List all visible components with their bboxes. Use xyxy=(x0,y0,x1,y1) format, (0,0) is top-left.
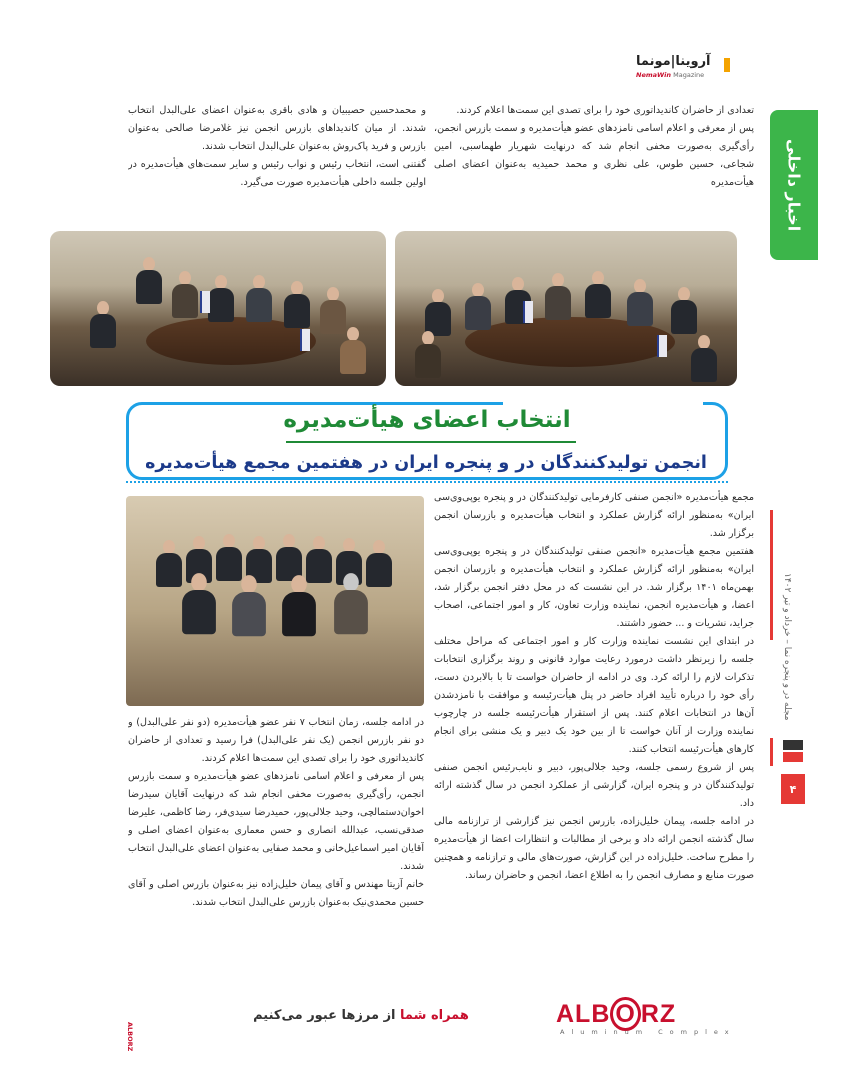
person xyxy=(366,540,392,586)
paragraph: پس از شروع رسمی جلسه، وحید جلالی‌پور، دبیر و نایب‌رئیس انجمن صنفی تولیدکنندگان در و پنجره ایران، گزارشی از عملکرد انجمن در سال گذشته ارائه داد. xyxy=(434,762,754,809)
margin-rule xyxy=(770,510,773,640)
title-underline xyxy=(286,441,576,443)
person xyxy=(246,275,272,321)
article-title: انتخاب اعضای هیأت‌مدیره xyxy=(283,407,571,433)
person xyxy=(415,331,441,377)
paragraph: هفتمین مجمع هیأت‌مدیره «انجمن صنفی تولیدکنندگان در و پنجره یوپی‌وی‌سی ایران» به‌منظور ارائه گزارش عملکرد و انتخاب هیأت‌مدیره و بازرسان انجمن بهمن‌ماه ۱۴۰۱ برگزار شد. در این نشست که در محل دفتر انجمن برگزار شد، اعضا، و هیأت‌مدیره انجمن، نماینده وزارت تعاون، کار و امور اجتماعی، اصحاب جراید، نشریات و ... حضور داشتند. xyxy=(434,546,754,629)
person xyxy=(340,327,366,373)
desk-flag xyxy=(657,335,667,357)
paragraph: مجمع هیأت‌مدیره «انجمن صنفی کارفرمایی تولیدکنندگان در و پنجره یوپی‌وی‌سی ایران» به‌منظور ارائه گزارش عملکرد و انتخاب هیأت‌مدیره و بازرسان انجمن برگزار شد. xyxy=(434,492,754,539)
section-tab-label: اخبار داخلی xyxy=(784,138,804,232)
person xyxy=(216,534,242,580)
paragraph: و محمدحسین حصیبیان و هادی باقری به‌عنوان اعضای علی‌البدل انتخاب شدند. از میان کاندیداهای بازرس انجمن نیز غلامرضا صالحی به‌عنوان بازرس و فرید پاک‌روش به‌عنوان علی‌البدل انتخاب شدند. xyxy=(128,105,426,152)
person xyxy=(425,289,451,335)
person xyxy=(172,271,198,317)
issue-info: مجله در و پنجره نما – خرداد و تیر ۱۴۰۲ xyxy=(782,572,792,720)
person xyxy=(545,273,571,319)
margin-rule xyxy=(770,738,773,766)
person xyxy=(585,271,611,317)
desk-flag xyxy=(523,301,533,323)
logo-wordmark: آروینا|مونما xyxy=(636,54,711,69)
article-left-column xyxy=(128,714,424,970)
logo-accent-bar xyxy=(724,58,730,72)
group-photo xyxy=(126,496,424,706)
person xyxy=(276,534,302,580)
paragraph: در ادامه جلسه، پیمان خلیل‌زاده، بازرس انجمن نیز گزارشی از ترازنامه مالی سال گذشته انجمن ارائه داد و برخی از مطالبات و انتظارات اعضا از هیأت‌مدیره را مطرح ساخت. خلیل‌زاده در این گزارش، صورت‌های مالی و ترازنامه و همچنین صورت منابع و مصارف انجمن را به اطلاع اعضا، انجمن و حاضران رساند. xyxy=(434,816,754,881)
meeting-photo-right xyxy=(395,231,737,386)
top-left-column xyxy=(128,102,426,230)
footer-brand-strip: ALBORZ xyxy=(126,1022,134,1052)
footer-slogan xyxy=(236,1008,486,1023)
paragraph: خانم آزیتا مهندس و آقای پیمان خلیل‌زاده نیز به‌عنوان بازرس اصلی و آقای حسین محمدی‌نیک به‌عنوان بازرس علی‌البدل انتخاب شدند. xyxy=(128,879,424,908)
desk-flag xyxy=(300,329,310,351)
article-subtitle: انجمن تولیدکنندگان در و پنجره ایران در هفتمین مجمع هیأت‌مدیره xyxy=(145,453,707,473)
person xyxy=(136,257,162,303)
top-right-column xyxy=(434,102,754,230)
person xyxy=(232,575,266,635)
person xyxy=(90,301,116,347)
paragraph: در ادامه جلسه، زمان انتخاب ۷ نفر عضو هیأت‌مدیره (دو نفر علی‌البدل) و دو نفر بازرس انجمن (یک نفر علی‌البدل) فرا رسید و تعدادی از حاضران کاندیداتوری خود را برای تصدی این سمت‌ها اعلام کردند. xyxy=(128,717,424,764)
alborz-subtitle: Aluminum Complex xyxy=(560,1028,736,1036)
person xyxy=(156,540,182,586)
article-right-column xyxy=(434,489,754,969)
person xyxy=(334,573,368,633)
slogan-highlight: همراه شما xyxy=(400,1008,469,1023)
paragraph: پس از معرفی و اعلام اسامی نامزدهای عضو هیأت‌مدیره و سمت بازرس انجمن، رأی‌گیری به‌صورت مخفی انجام شد که درنهایت شهریار طهماسبی، امین شجاعی، حسین طوس، علی نظری و محمد حمیدیه به‌عنوان اعضای اصلی هیأت‌مدیره xyxy=(434,123,754,188)
slogan-text: از مرزها عبور می‌کنیم xyxy=(253,1008,401,1023)
dotted-divider xyxy=(126,481,728,483)
person xyxy=(671,287,697,333)
desk-flag xyxy=(200,291,210,313)
logo-sub-brand: NemaWin xyxy=(636,71,672,79)
page-number: ۴ xyxy=(781,774,805,804)
person xyxy=(284,281,310,327)
person xyxy=(627,279,653,325)
alborz-logo: ALB O RZ Aluminum Complex xyxy=(556,1000,730,1036)
person xyxy=(282,575,316,635)
logo-subtitle xyxy=(636,71,704,79)
paragraph: پس از معرفی و اعلام اسامی نامزدهای عضو هیأت‌مدیره و سمت بازرس انجمن، رأی‌گیری به‌صورت مخفی انجام شد که درنهایت آقایان سیدرضا اخوان‌دستمالچی، وحید جلالی‌پور، حمیدرضا سیدی‌فر، رضا کاظمی، علیرضا صدقی‌نسب، عبدالله انصاری و حسن معماری به‌عنوان اعضای اصلی و آقایان امیر اسماعیل‌خانی و محمد صفایی به‌عنوان اعضای علی‌البدل انتخاب شدند. xyxy=(128,771,424,872)
person xyxy=(691,335,717,381)
magazine-logo xyxy=(636,54,728,80)
section-tab xyxy=(770,110,818,260)
paragraph: تعدادی از حاضران کاندیداتوری خود را برای تصدی این سمت‌ها اعلام کردند. xyxy=(456,105,754,116)
person xyxy=(208,275,234,321)
person xyxy=(465,283,491,329)
person xyxy=(182,573,216,633)
paragraph: گفتنی است، انتخاب رئیس و نواب رئیس و سایر سمت‌های هیأت‌مدیره در اولین جلسه داخلی هیأت‌مدیره صورت می‌گیرد. xyxy=(128,159,426,188)
meeting-photo-left xyxy=(50,231,386,386)
magazine-mark-icon xyxy=(781,738,805,768)
logo-sub-label: Magazine xyxy=(673,71,705,79)
paragraph: در ابتدای این نشست نماینده وزارت کار و امور اجتماعی که مراحل مختلف جلسه را زیرنظر داشت درمورد رعایت موارد قانونی و روند برگزاری انتخابات تذکرات لازم را ارائه کرد. وی در ادامه از حاضران خواست تا با بالابردن دست، رأی خود را درباره تأیید افراد حاضر در پنل هیأت‌رئیسه و موافقت با نامزدشدن آن‌ها در انتخابات اعلام کنند. پس از استقرار هیأت‌رئیسه جلسه در چارچوب نماینده وزارت از آنان خواست تا از بین خود یک دبیر و یک منشی برای انجام کارهای هیأت‌رئیسه انتخاب کنند. xyxy=(434,636,754,755)
